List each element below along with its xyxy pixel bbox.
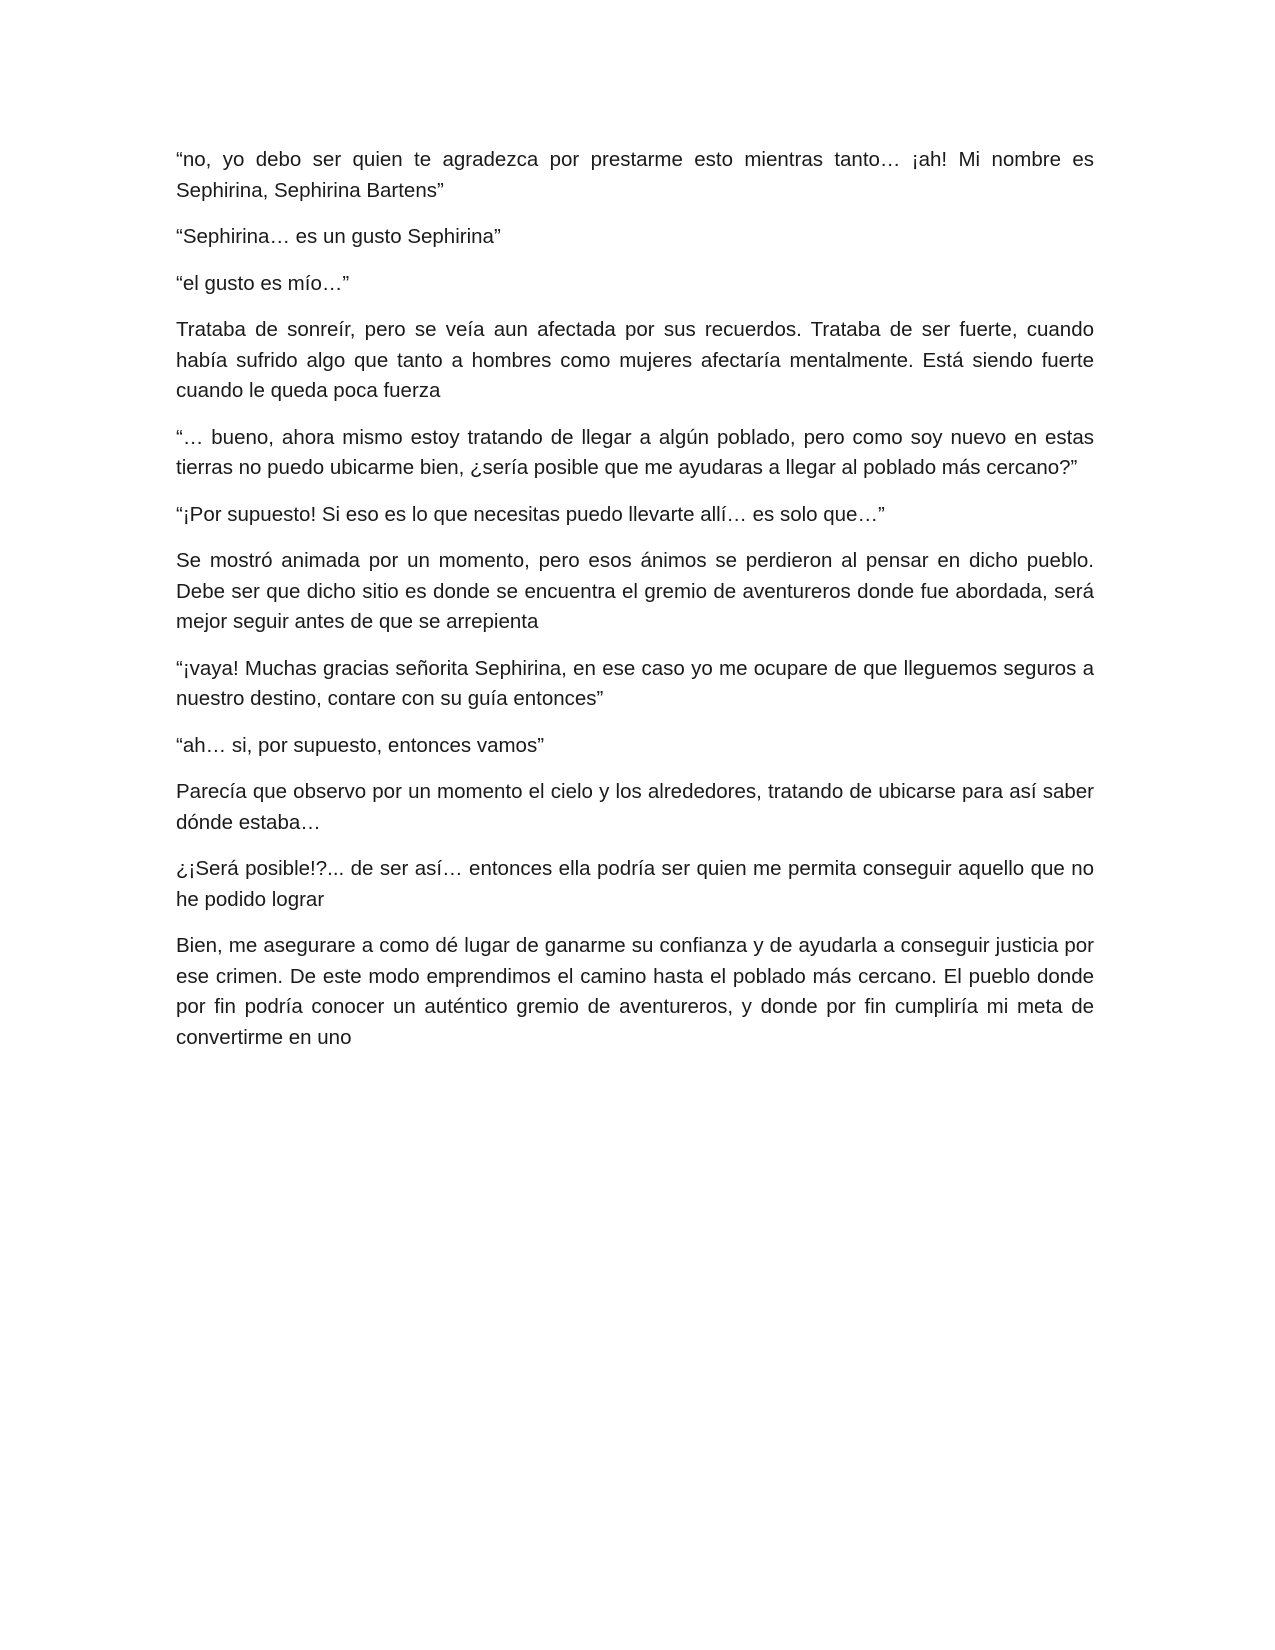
paragraph: “… bueno, ahora mismo estoy tratando de llegar a algún poblado, pero como soy nuevo en estas tierras no puedo ubicarme bien, ¿sería posible que me ayudaras a llegar al poblado más cercano?” bbox=[176, 425, 1094, 479]
paragraph: “ah… si, por supuesto, entonces vamos” bbox=[176, 733, 545, 757]
paragraph: “¡Por supuesto! Si eso es lo que necesitas puedo llevarte allí… es solo que…” bbox=[176, 502, 885, 526]
paragraph: Bien, me asegurare a como dé lugar de ganarme su confianza y de ayudarla a conseguir justicia por ese crimen. De este modo emprendimos el camino hasta el poblado más cercano. El pueblo donde por fin podría conocer un auténtico gremio de aventureros, y donde por fin cumpliría mi meta de convertirme en uno bbox=[176, 934, 1094, 1049]
paragraph: Se mostró animada por un momento, pero esos ánimos se perdieron al pensar en dicho pueblo. Debe ser que dicho sitio es donde se encuentra el gremio de aventureros donde fue abordada, será mejor seguir antes de que se arrepienta bbox=[176, 549, 1094, 633]
paragraph: Trataba de sonreír, pero se veía aun afectada por sus recuerdos. Trataba de ser fuerte, cuando había sufrido algo que tanto a hombres como mujeres afectaría mentalmente. Está siendo fuerte cuando le queda poca fuerza bbox=[176, 318, 1094, 402]
paragraph: “el gusto es mío…” bbox=[176, 271, 350, 295]
document-body bbox=[176, 145, 1094, 1069]
paragraph: ¿¡Será posible!?... de ser así… entonces ella podría ser quien me permita conseguir aquello que no he podido lograr bbox=[176, 857, 1094, 911]
paragraph: “Sephirina… es un gusto Sephirina” bbox=[176, 225, 501, 248]
paragraph: Parecía que observo por un momento el cielo y los alrededores, tratando de ubicarse para así saber dónde estaba… bbox=[176, 780, 1094, 834]
paragraph: “¡vaya! Muchas gracias señorita Sephirina, en ese caso yo me ocupare de que lleguemos seguros a nuestro destino, contare con su guía entonces” bbox=[176, 656, 1094, 710]
paragraph: “no, yo debo ser quien te agradezca por prestarme esto mientras tanto… ¡ah! Mi nombre es Sephirina, Sephirina Bartens” bbox=[176, 148, 1094, 202]
